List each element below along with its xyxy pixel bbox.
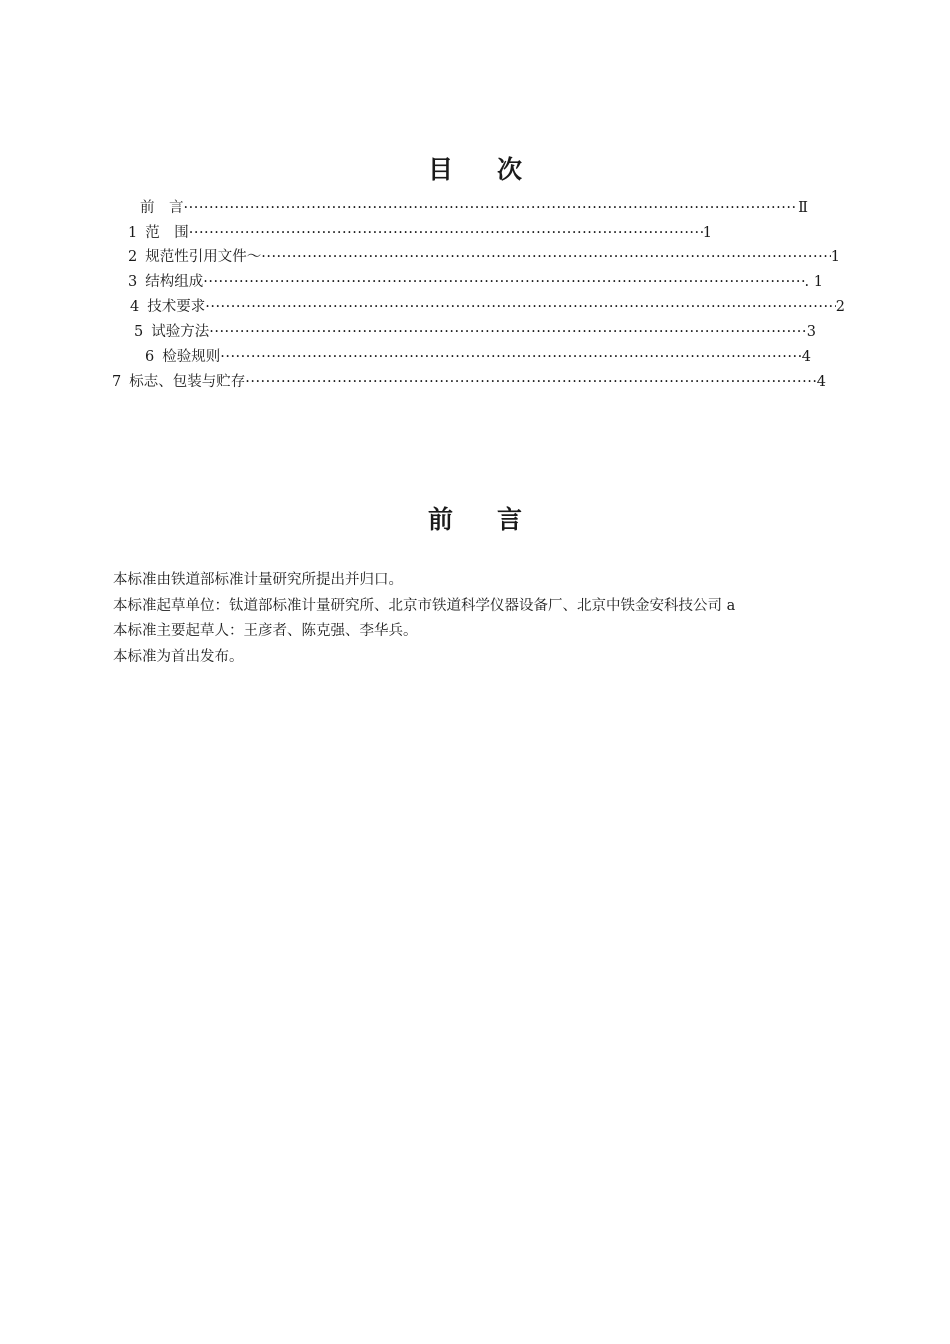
toc-entry-number: 6 bbox=[145, 349, 155, 365]
foreword-title: 前言 bbox=[427, 505, 566, 534]
toc-entry-number: 5 bbox=[134, 324, 144, 340]
toc-entry-1[interactable] bbox=[128, 222, 712, 244]
toc-entry-title: 技术要求 bbox=[147, 299, 206, 315]
foreword-paragraph-release: 本标准为首出发布。 bbox=[113, 649, 244, 665]
toc-entry-7[interactable] bbox=[112, 371, 826, 393]
toc-entry-leader bbox=[184, 197, 799, 219]
toc-entry-title: 范 围 bbox=[145, 225, 189, 241]
toc-entry-page: 1 bbox=[830, 249, 840, 265]
toc-entry-leader bbox=[220, 346, 802, 368]
toc-entry-leader bbox=[261, 246, 831, 268]
toc-entry-number: 7 bbox=[112, 374, 122, 390]
toc-entry-number: 2 bbox=[128, 249, 138, 265]
toc-entry-number: 3 bbox=[128, 274, 138, 290]
toc-entry-number: 4 bbox=[130, 299, 140, 315]
toc-entry-4[interactable] bbox=[130, 296, 845, 318]
toc-entry-number: 1 bbox=[128, 225, 138, 241]
toc-title: 目次 bbox=[427, 155, 566, 184]
toc-entry-2[interactable] bbox=[128, 246, 840, 268]
toc-entry-leader bbox=[245, 371, 817, 393]
toc-entry-page: 4 bbox=[801, 349, 811, 365]
toc-entry-leader bbox=[205, 296, 836, 318]
toc-entry-leader bbox=[209, 321, 807, 343]
foreword-paragraph-proposer: 本标准由铁道部标准计量研究所提出并归口。 bbox=[113, 572, 403, 588]
toc-entry-6[interactable] bbox=[145, 346, 811, 368]
toc-entry-page: 3 bbox=[806, 324, 816, 340]
foreword-paragraph-drafters: 本标准主要起草人：王彦者、陈克强、李华兵。 bbox=[113, 623, 418, 639]
toc-entry-title: 结构组成 bbox=[145, 274, 204, 290]
toc-entry-page: . 1 bbox=[804, 274, 823, 290]
toc-entry-foreword[interactable] bbox=[140, 197, 808, 219]
toc-entry-page: 2 bbox=[835, 299, 845, 315]
toc-entry-title: 试验方法 bbox=[151, 324, 210, 340]
toc-entry-title: 规范性引用文件～ bbox=[145, 249, 262, 265]
foreword-paragraph-drafting-units: 本标准起草单位：钛道部标准计量研究所、北京市铁道科学仪器设备厂、北京中铁金安科技公司 a bbox=[113, 598, 736, 614]
toc-entry-page: Ⅱ bbox=[798, 200, 808, 216]
toc-entry-title: 标志、包装与贮存 bbox=[129, 374, 246, 390]
toc-entry-5[interactable] bbox=[134, 321, 816, 343]
toc-entry-title: 检验规则 bbox=[162, 349, 221, 365]
toc-entry-3[interactable] bbox=[128, 271, 823, 293]
toc-entry-title: 前 言 bbox=[140, 200, 184, 216]
toc-entry-leader bbox=[203, 271, 804, 293]
toc-entry-page: 4 bbox=[816, 374, 826, 390]
toc-entry-page: 1 bbox=[702, 225, 712, 241]
toc-entry-leader bbox=[189, 222, 703, 244]
